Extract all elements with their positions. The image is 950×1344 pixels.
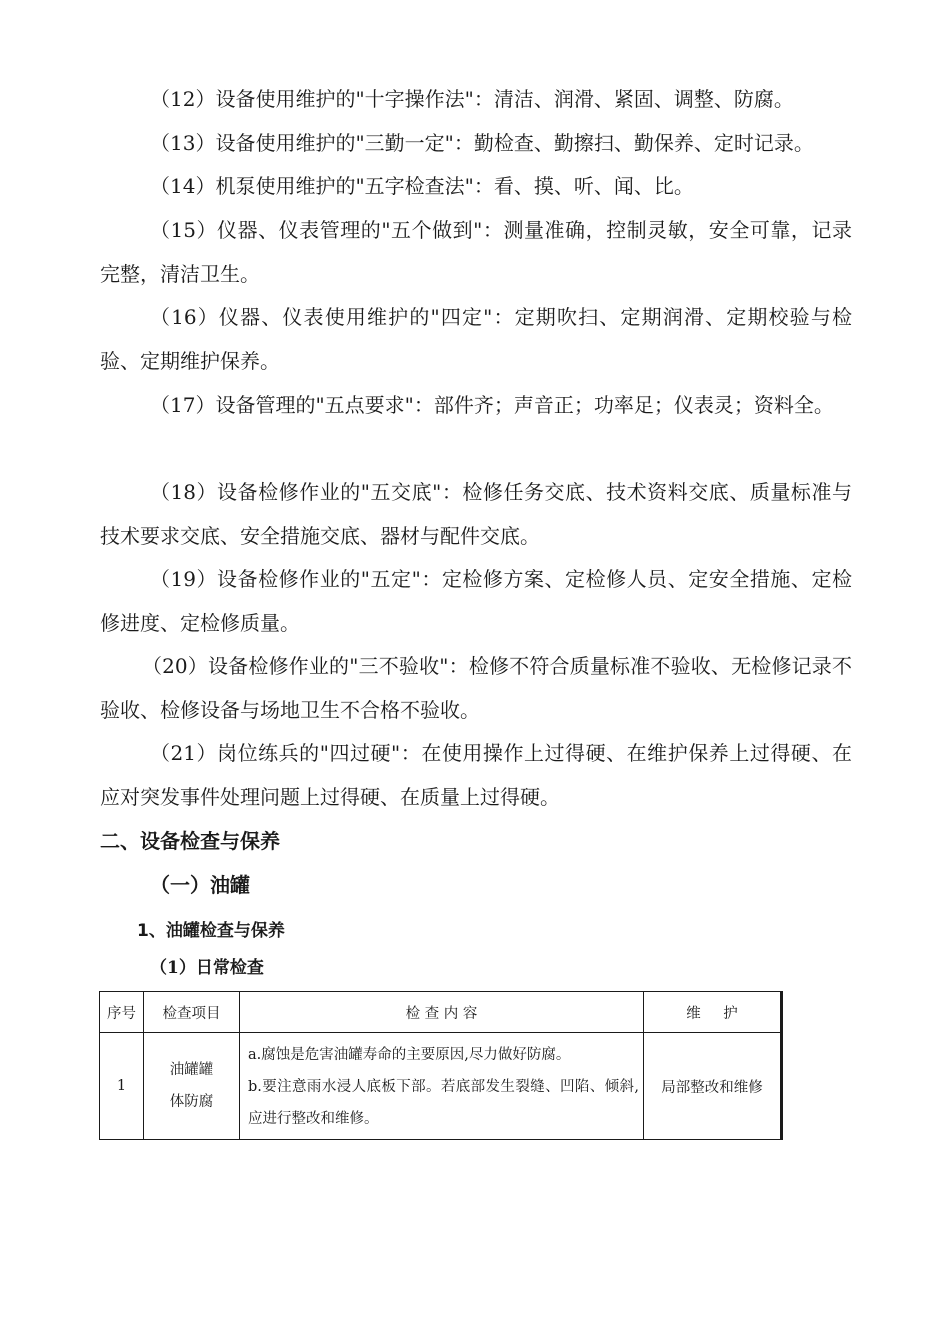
table-header-row — [100, 992, 782, 1033]
cell-maintenance: 局部整改和维修 — [644, 1033, 782, 1140]
paragraph-21: （21）岗位练兵的"四过硬"：在使用操作上过得硬、在维护保养上过得硬、在应对突发事件处理问题上过得硬、在质量上过得硬。 — [100, 741, 852, 809]
paragraph-12: （12）设备使用维护的"十字操作法"：清洁、润滑、紧固、调整、防腐。 — [150, 87, 794, 111]
subitem-title: （1）日常检查 — [150, 958, 264, 978]
cell-content-b: b.要注意雨水浸人底板下部。若底部发生裂缝、凹陷、倾斜,应进行整改和维修。 — [248, 1079, 639, 1127]
cell-item-line2: 体防腐 — [169, 1094, 214, 1110]
item-title: 1、油罐检查与保养 — [137, 921, 285, 941]
cell-content-a: a.腐蚀是危害油罐寿命的主要原因,尽力做好防腐。 — [248, 1047, 571, 1063]
subsection-title: （一）油罐 — [150, 873, 250, 897]
paragraph-17: （17）设备管理的"五点要求"：部件齐；声音正；功率足；仪表灵；资料全。 — [150, 393, 834, 417]
header-item: 检查项目 — [144, 992, 240, 1033]
paragraph-15: （15）仪器、仪表管理的"五个做到"：测量准确，控制灵敏，安全可靠，记录完整，清洁卫生。 — [100, 218, 852, 286]
cell-number: 1 — [100, 1033, 144, 1140]
cell-content — [240, 1033, 644, 1140]
paragraph-19: （19）设备检修作业的"五定"：定检修方案、定检修人员、定安全措施、定检修进度、定检修质量。 — [100, 567, 852, 635]
table-row — [100, 1033, 782, 1140]
header-maintenance: 维 护 — [644, 992, 782, 1033]
paragraph-13: （13）设备使用维护的"三勤一定"：勤检查、勤擦扫、勤保养、定时记录。 — [150, 131, 814, 155]
cell-item-line1: 油罐罐 — [169, 1062, 214, 1078]
section-title: 二、设备检查与保养 — [100, 829, 280, 853]
paragraph-18: （18）设备检修作业的"五交底"：检修任务交底、技术资料交底、质量标准与技术要求交底、安全措施交底、器材与配件交底。 — [100, 480, 852, 548]
header-content: 检 查 内 容 — [240, 992, 644, 1033]
header-number: 序号 — [100, 992, 144, 1033]
daily-inspection-table — [99, 991, 783, 1140]
cell-item — [144, 1033, 240, 1140]
paragraph-16: （16）仪器、仪表使用维护的"四定"：定期吹扫、定期润滑、定期校验与检验、定期维护保养。 — [100, 305, 852, 373]
paragraph-20: （20）设备检修作业的"三不验收"：检修不符合质量标准不验收、无检修记录不验收、检修设备与场地卫生不合格不验收。 — [100, 654, 852, 722]
paragraph-14: （14）机泵使用维护的"五字检查法"：看、摸、听、闻、比。 — [150, 174, 694, 198]
